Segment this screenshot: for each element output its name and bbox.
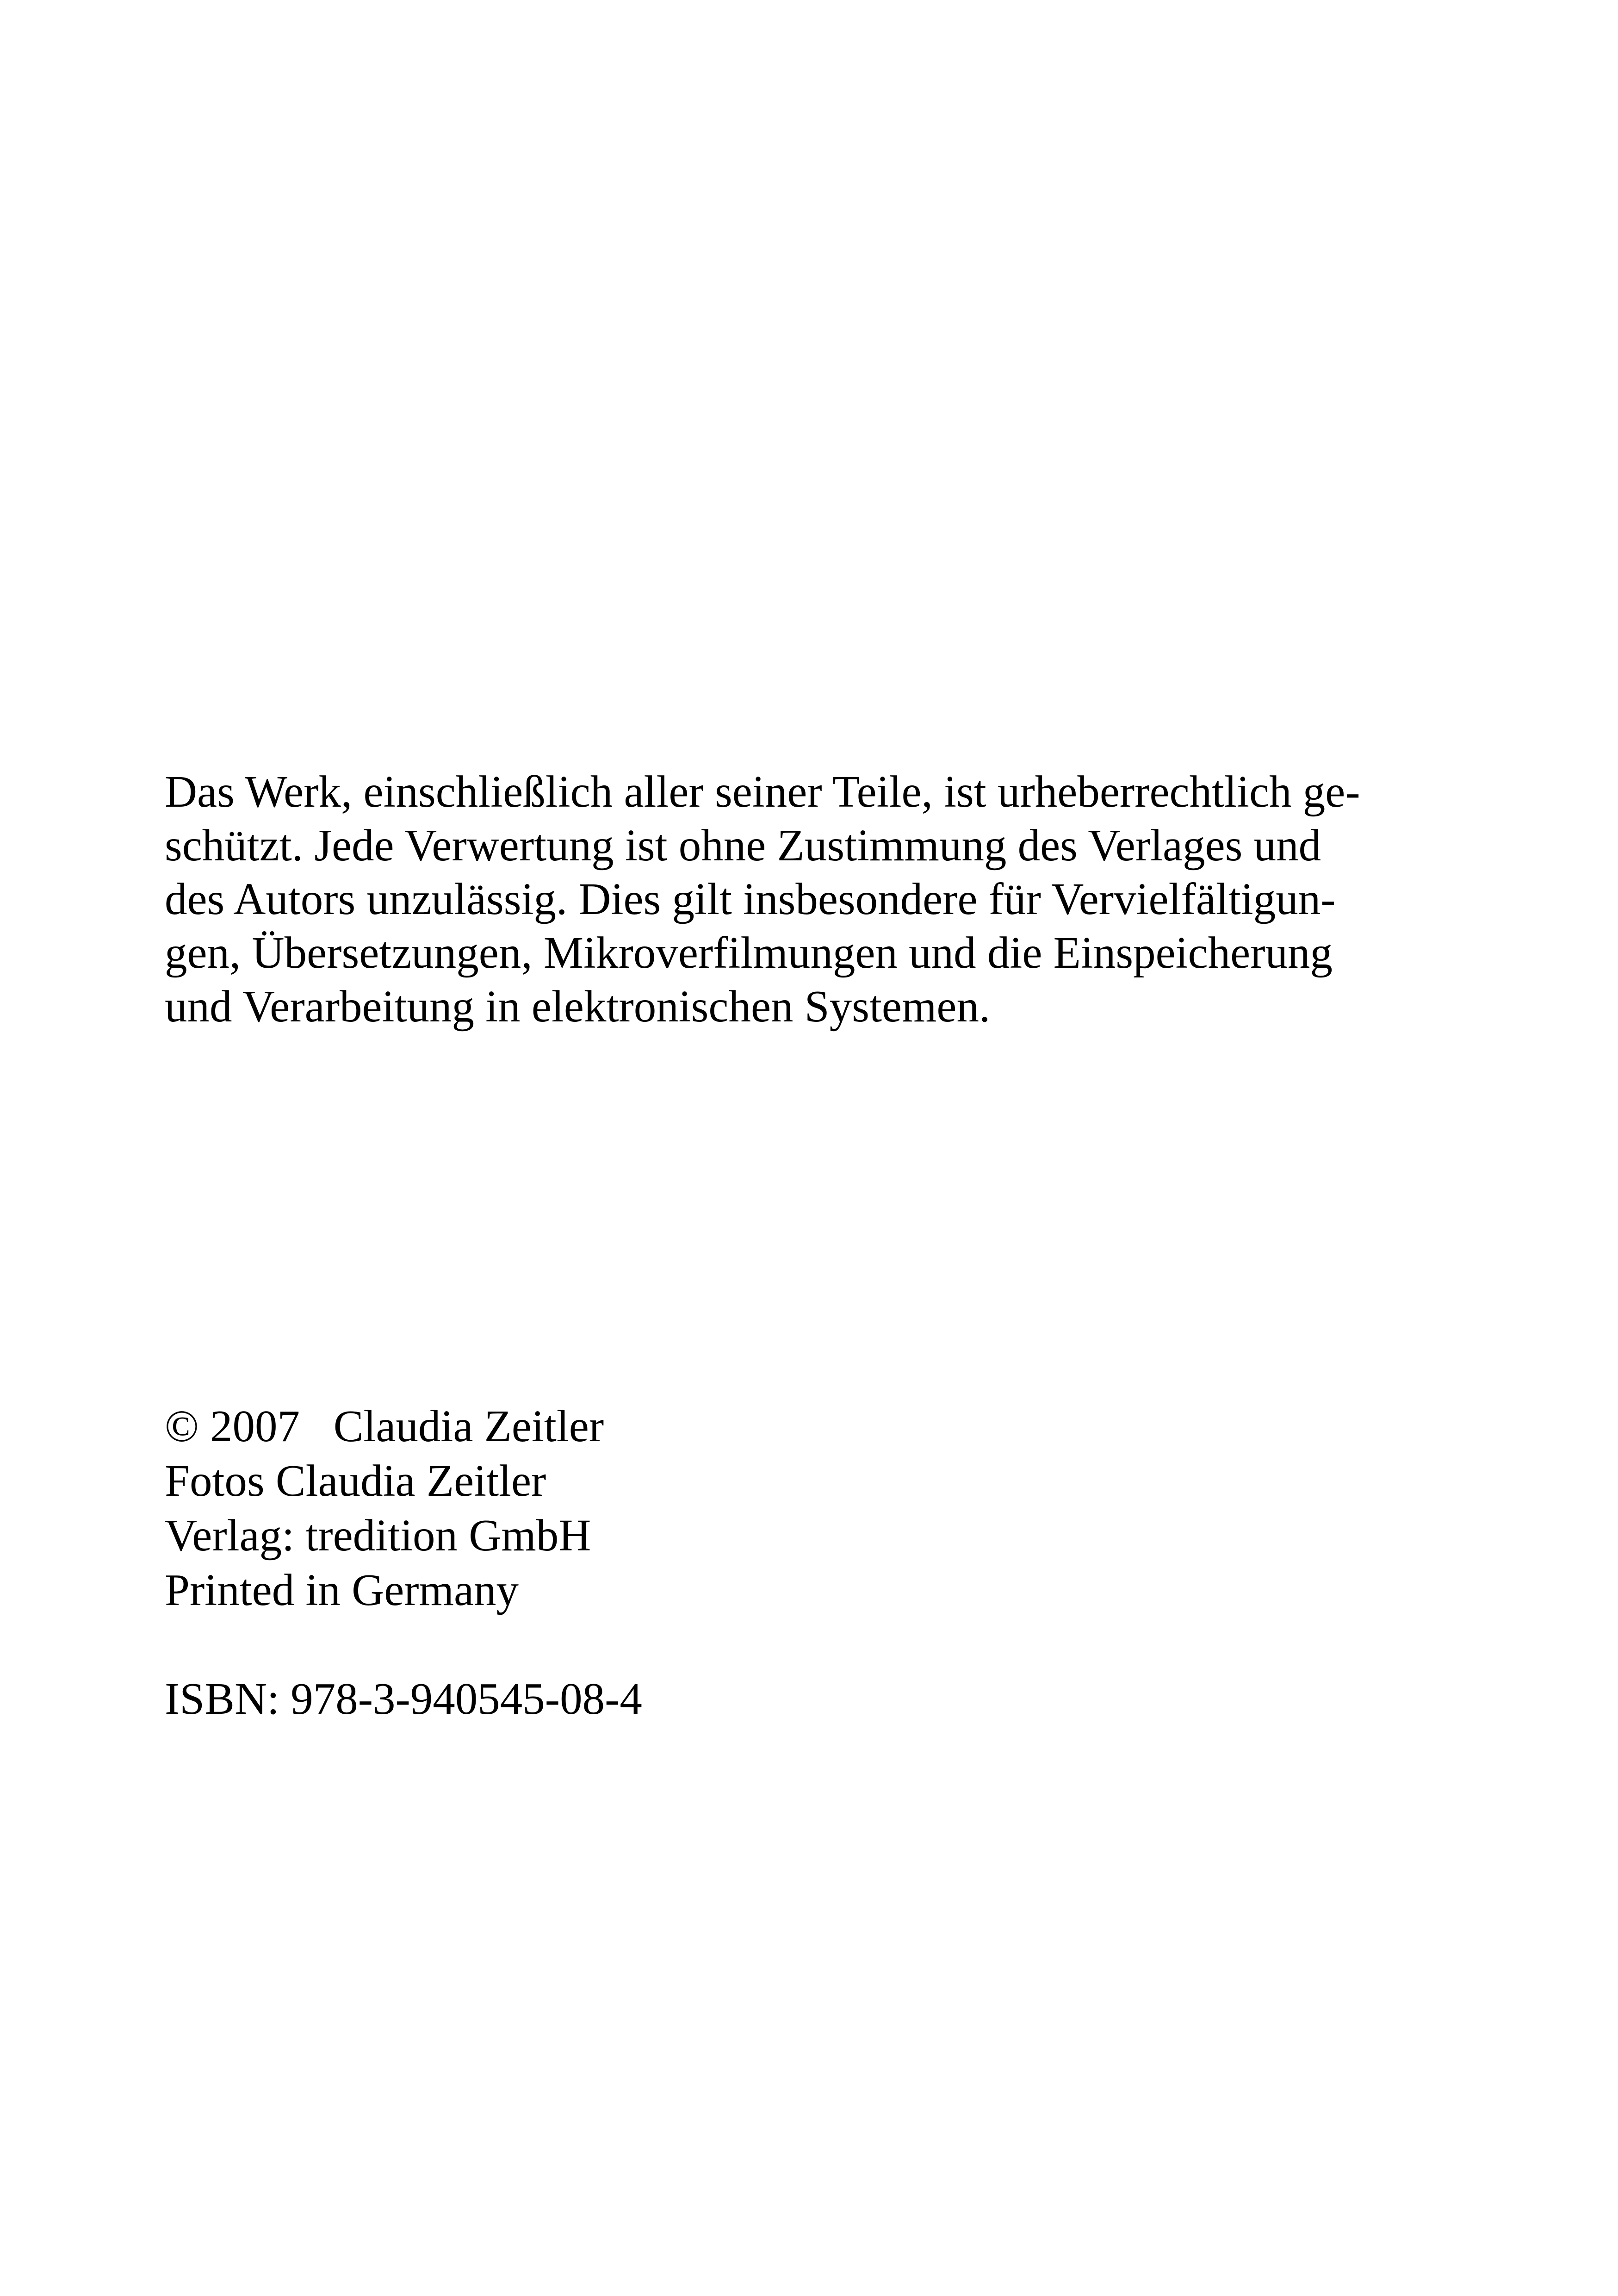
isbn-line: ISBN: 978-3-940545-08-4 — [165, 1674, 642, 1724]
notice-line-2: schützt. Jede Verwertung ist ohne Zustimmung des Verlages und — [165, 821, 1321, 870]
imprint-details — [165, 1399, 1460, 1618]
photo-credit-line: Fotos Claudia Zeitler — [165, 1456, 546, 1506]
copyright-notice-paragraph — [165, 765, 1460, 1033]
notice-line-1: Das Werk, einschließlich aller seiner Teile, ist urheberrechtlich ge- — [165, 767, 1360, 816]
notice-line-3: des Autors unzulässig. Dies gilt insbesondere für Vervielfältigun- — [165, 874, 1336, 924]
printed-in-line: Printed in Germany — [165, 1565, 519, 1615]
publisher-line: Verlag: tredition GmbH — [165, 1511, 591, 1560]
notice-line-5: und Verarbeitung in elektronischen Systemen. — [165, 982, 991, 1031]
notice-line-4: gen, Übersetzungen, Mikroverfilmungen und die Einspeicherung — [165, 928, 1333, 977]
copyright-line: © 2007 Claudia Zeitler — [165, 1401, 604, 1451]
isbn-section — [165, 1672, 1460, 1726]
